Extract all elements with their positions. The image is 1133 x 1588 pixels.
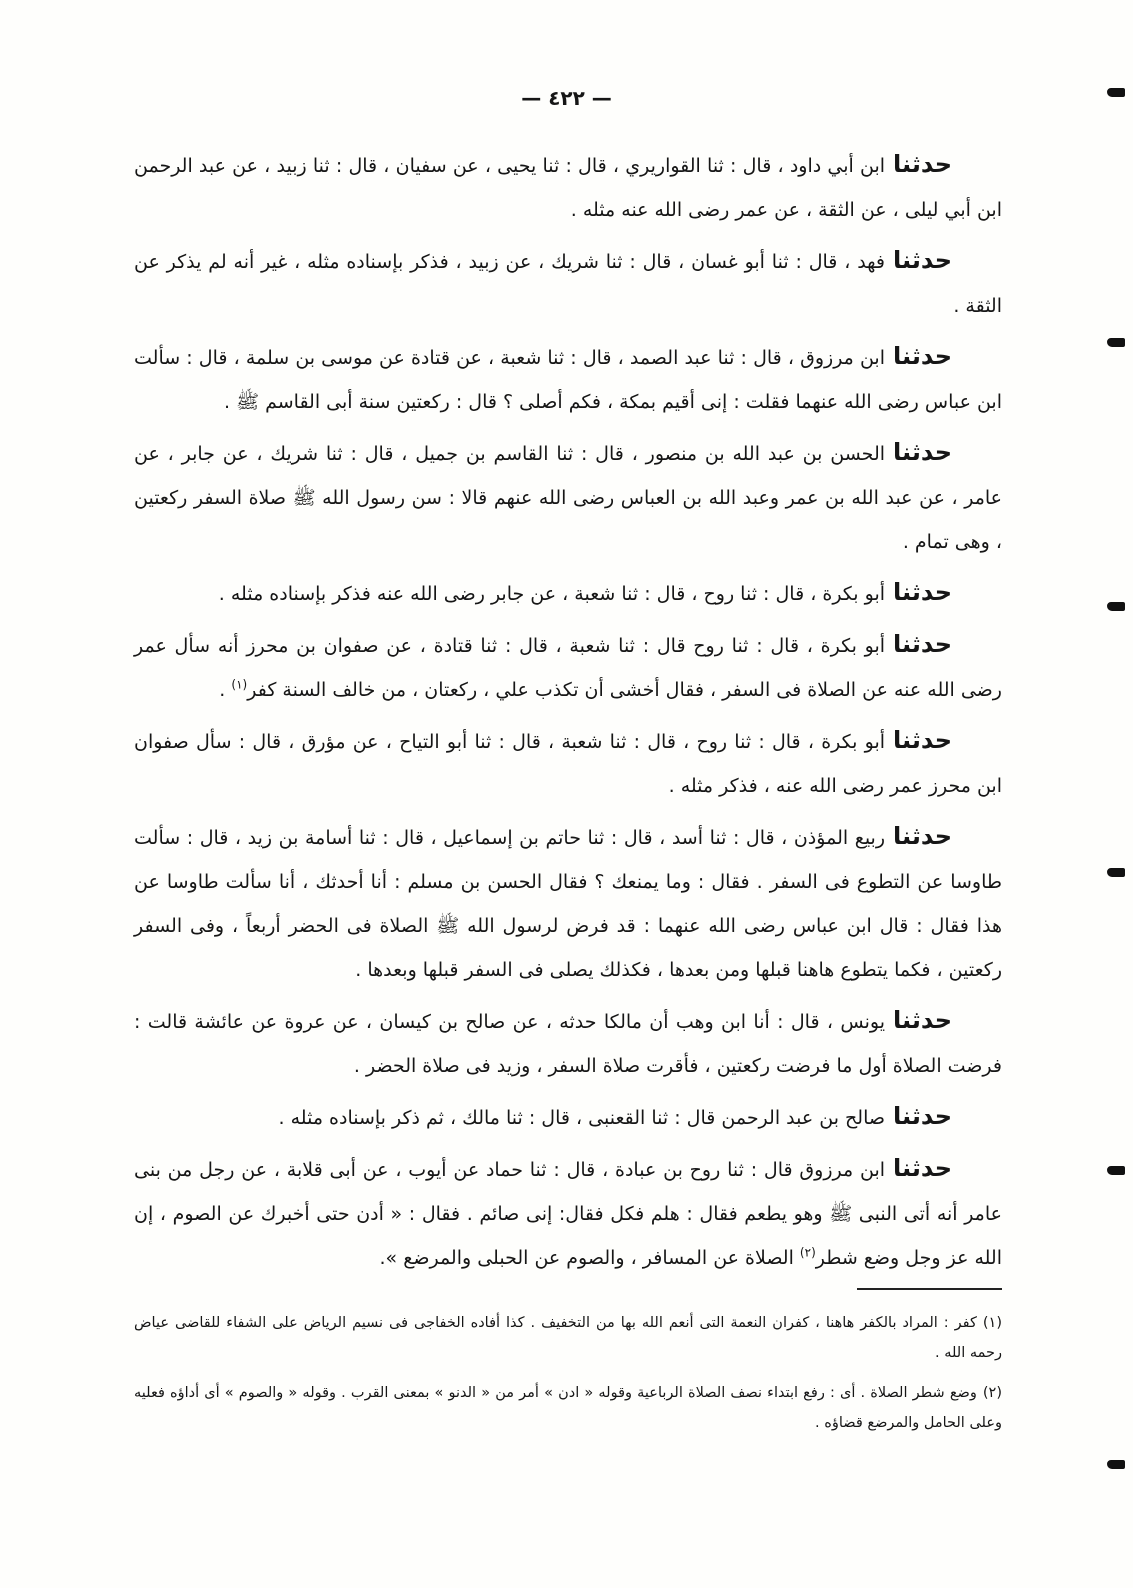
hadith-lead-word: حدثنا (893, 726, 952, 754)
hadith-text: صالح بن عبد الرحمن قال : ثنا القعنبى ، قال : ثنا مالك ، ثم ذكر بإسناده مثله . (278, 1107, 886, 1129)
scan-artifact (1107, 88, 1125, 97)
hadith-text-after-note: . (219, 679, 232, 701)
scan-artifact (1107, 868, 1125, 877)
hadith-paragraph (134, 814, 1002, 992)
footnotes (134, 1308, 1002, 1438)
hadith-text: أبو بكرة ، قال : ثنا روح ، قال : ثنا شعبة ، عن جابر رضى الله عنه فذكر بإسناده مثله . (218, 583, 886, 605)
footnote-marker: (٢) (982, 1385, 1002, 1401)
main-text (134, 142, 1002, 1280)
hadith-lead-word: حدثنا (893, 1102, 952, 1130)
page-content (134, 142, 1002, 1448)
hadith-lead-word: حدثنا (893, 150, 952, 178)
hadith-text: ابن مرزوق ، قال : ثنا عبد الصمد ، قال : ثنا شعبة ، عن قتادة عن موسى بن سلمة ، قال : سألت ابن عباس رضى الله عنهما فقلت : إنى أقيم بمكة ، فكم أصلى ؟ قال : ركعتين سنة أبى القاسم ﷺ . (134, 347, 1002, 413)
scan-artifact (1107, 602, 1125, 611)
footnote-text: كفر : المراد بالكفر هاهنا ، كفران النعمة التى أنعم الله بها من التخفيف . كذا أفاده الخفاجى فى نسيم الرياض على الشفاء للقاضى عياض رحمه الله . (134, 1315, 1002, 1361)
footnote (134, 1378, 1002, 1438)
hadith-lead-word: حدثنا (893, 1154, 952, 1182)
hadith-text: يونس ، قال : أنا ابن وهب أن مالكا حدثه ، عن صالح بن كيسان ، عن عروة عن عائشة قالت : فرضت الصلاة أول ما فرضت ركعتين ، فأقرت صلاة السفر ، وزيد فى صلاة الحضر . (134, 1011, 1002, 1077)
hadith-text: أبو بكرة ، قال : ثنا روح ، قال : ثنا شعبة ، قال : ثنا أبو التياح ، عن مؤرق ، قال : سأل صفوان ابن محرز عمر رضى الله عنه ، فذكر مثله . (134, 731, 1002, 797)
hadith-text: أبو بكرة ، قال : ثنا روح قال : ثنا شعبة ، قال : ثنا قتادة ، عن صفوان بن محرز أنه سأل عمر رضى الله عنه عن الصلاة فى السفر ، فقال أخشى أن تكذب علي ، ركعتان ، من خالف السنة كفر (134, 635, 1002, 701)
hadith-lead-word: حدثنا (893, 630, 952, 658)
hadith-paragraph (134, 142, 1002, 232)
page-number: — ٤٢٢ — (521, 86, 612, 110)
hadith-text: الحسن بن عبد الله بن منصور ، قال : ثنا القاسم بن جميل ، قال : ثنا شريك ، عن جابر ، عن عامر ، عن عبد الله بن عمر وعبد الله بن العباس رضى الله عنهم قالا : سن رسول الله ﷺ صلاة السفر ركعتين ، وهى تمام . (134, 443, 1002, 553)
hadith-lead-word: حدثنا (893, 578, 952, 606)
hadith-paragraph (134, 1146, 1002, 1280)
hadith-paragraph (134, 570, 1002, 616)
hadith-paragraph (134, 998, 1002, 1088)
hadith-lead-word: حدثنا (893, 342, 952, 370)
footnote-reference[interactable]: (٢) (799, 1245, 816, 1260)
footnote (134, 1308, 1002, 1368)
hadith-paragraph (134, 1094, 1002, 1140)
hadith-text: فهد ، قال : ثنا أبو غسان ، قال : ثنا شريك ، عن زبيد ، فذكر بإسناده مثله ، غير أنه لم يذكر عن الثقة . (134, 251, 1002, 317)
hadith-lead-word: حدثنا (893, 438, 952, 466)
hadith-paragraph (134, 334, 1002, 424)
footnote-marker: (١) (982, 1315, 1002, 1331)
footnote-separator (857, 1288, 1002, 1290)
hadith-paragraph (134, 238, 1002, 328)
hadith-paragraph (134, 622, 1002, 712)
hadith-paragraph (134, 718, 1002, 808)
hadith-text: ربيع المؤذن ، قال : ثنا أسد ، قال : ثنا حاتم بن إسماعيل ، قال : ثنا أسامة بن زيد ، قال : سألت طاوسا عن التطوع فى السفر . فقال : وما يمنعك ؟ فقال الحسن بن مسلم : أنا أحدثك ، أنا سألت طاوسا عن هذا فقال : قال ابن عباس رضى الله عنهما : قد فرض لرسول الله ﷺ الصلاة فى الحضر أربعاً ، وفى السفر ركعتين ، فكما يتطوع هاهنا قبلها ومن بعدها ، فكذلك يصلى فى السفر قبلها وبعدها . (134, 827, 1002, 981)
hadith-lead-word: حدثنا (893, 822, 952, 850)
footnote-text: وضع شطر الصلاة . أى : رفع ابتداء نصف الصلاة الرباعية وقوله « ادن » أمر من « الدنو » بمعنى القرب . وقوله « والصوم » أى أداؤه فعليه وعلى الحامل والمرضع قضاؤه . (134, 1385, 1002, 1431)
hadith-text-after-note: الصلاة عن المسافر ، والصوم عن الحبلى والمرضع ». (379, 1247, 800, 1269)
footnote-reference[interactable]: (١) (231, 677, 248, 692)
scan-artifact (1107, 1166, 1125, 1175)
hadith-text: ابن أبي داود ، قال : ثنا القواريري ، قال : ثنا يحيى ، عن سفيان ، قال : ثنا زبيد ، عن عبد الرحمن ابن أبي ليلى ، عن الثقة ، عن عمر رضى الله عنه مثله . (134, 155, 1002, 221)
hadith-paragraph (134, 430, 1002, 564)
scan-artifact (1107, 1460, 1125, 1469)
hadith-lead-word: حدثنا (893, 1006, 952, 1034)
hadith-lead-word: حدثنا (893, 246, 952, 274)
scan-artifact (1107, 338, 1125, 347)
hadith-text: ابن مرزوق قال : ثنا روح بن عبادة ، قال : ثنا حماد عن أيوب ، عن أبى قلابة ، عن رجل من بنى عامر أنه أتى النبى ﷺ وهو يطعم فقال : هلم فكل فقال: إنى صائم . فقال : « أدن حتى أخبرك عن الصوم ، إن الله عز وجل وضع شطر (134, 1159, 1002, 1269)
